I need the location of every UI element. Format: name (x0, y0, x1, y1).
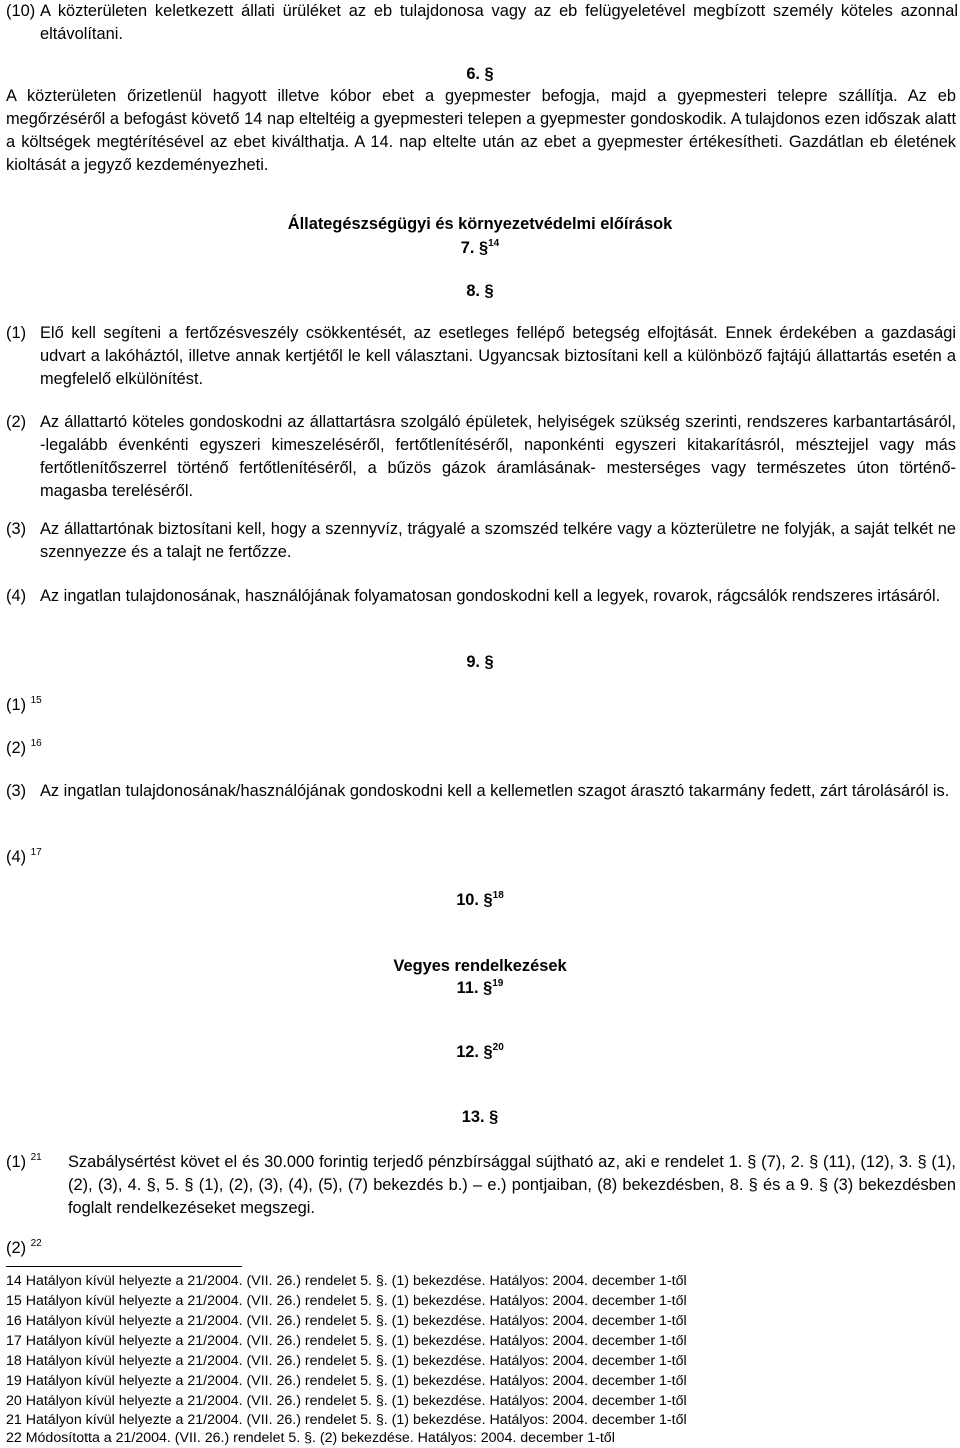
paragraph-number: (2) $^{22}$ (6, 1238, 42, 1257)
section-11-heading (0, 977, 960, 1000)
section-6-heading (0, 63, 960, 86)
section-sign: § (489, 1108, 499, 1126)
section-sign: § (484, 65, 494, 83)
section-number: 11. (456, 979, 479, 997)
footnote-15: 15 Hatályon kívül helyezte a 21/2004. (VII. 26.) rendelet 5. §. (1) bekezdése. Hatályos: 2004. december 1-től (6, 1293, 687, 1309)
section-number: 12. (456, 1043, 479, 1061)
paragraph-text: Az ingatlan tulajdonosának/használójának gondoskodni kell a kellemetlen szagot árasztó takarmány fedett, zárt tárolásáról is. (40, 782, 950, 800)
footnote-22: 22 Módosította a 21/2004. (VII. 26.) rendelet 5. §. (2) bekezdése. Hatályos: 2004. december 1-től (6, 1430, 615, 1446)
footnote-ref[interactable]: 21 (30, 1152, 42, 1163)
footnote-21: 21 Hatályon kívül helyezte a 21/2004. (VII. 26.) rendelet 5. §. (1) bekezdése. Hatályos: 2004. december 1-től (6, 1412, 687, 1428)
footnote-18: 18 Hatályon kívül helyezte a 21/2004. (VII. 26.) rendelet 5. §. (1) bekezdése. Hatályos: 2004. december 1-től (6, 1353, 687, 1369)
paragraph-number: (1) $^{21}$ (6, 1152, 42, 1171)
section-sign: § (483, 979, 493, 997)
footnote-separator (6, 1266, 242, 1267)
footnote-16: 16 Hatályon kívül helyezte a 21/2004. (VII. 26.) rendelet 5. §. (1) bekezdése. Hatályos: 2004. december 1-től (6, 1313, 687, 1329)
heading-miscellaneous: Vegyes rendelkezések (393, 957, 567, 975)
section-sign: § (484, 653, 494, 671)
section-8-heading (0, 280, 960, 303)
section-sign: § (484, 282, 494, 300)
section-number: 10. (456, 891, 479, 909)
footnote-20: 20 Hatályon kívül helyezte a 21/2004. (VII. 26.) rendelet 5. §. (1) bekezdése. Hatályos: 2004. december 1-től (6, 1393, 687, 1409)
footnote-ref[interactable]: 16 (30, 738, 42, 749)
footnote-ref[interactable]: 20 (492, 1042, 504, 1053)
footnote-ref[interactable]: 22 (30, 1238, 42, 1249)
section-number: 7. (460, 239, 475, 257)
paragraph-text: Az állattartónak biztosítani kell, hogy a szennyvíz, trágyalé a szomszéd telkére vagy a közterületre ne folyják, a saját telkét ne szennyezze és a talajt ne fertőzze. (40, 520, 956, 561)
paragraph-text: Az állattartó köteles gondoskodni az állattartásra szolgáló épületek, helyiségek szükség szerinti, rendszeres karbantartásáról, -legalább évenkénti egyszeri kimeszeléséről, fertőtlenítéséről, naponkénti egyszeri kitakarításról, mésztejjel vagy más fertőtlenítőszerrel történő fertőtlenítéséről, a bűzös gázok áramlásának- mesterséges vagy természetes úton történő- magasba tereléséről. (40, 413, 956, 500)
paragraph-text: A közterületen keletkezett állati ürüléket az eb tulajdonosa vagy az eb felügyeletével megbízott személy köteles azonnal eltávolítani. (40, 2, 958, 43)
section-number: 6. (466, 65, 480, 83)
paragraph-number: (10) (6, 2, 36, 20)
paragraph-number: (3) (6, 520, 27, 538)
footnote-19: 19 Hatályon kívül helyezte a 21/2004. (VII. 26.) rendelet 5. §. (1) bekezdése. Hatályos: 2004. december 1-től (6, 1373, 687, 1389)
section-10-heading (0, 889, 960, 912)
section-sign: § (478, 239, 489, 257)
section-number: 13. (461, 1108, 485, 1126)
section-13-heading (0, 1106, 960, 1129)
paragraph-text: Elő kell segíteni a fertőzésveszély csökkentését, az esetleges fellépő betegség elfojtását. Ennek érdekében a gazdasági udvart a lakóháztól, illetve annak kertjétől le kell választani. Ugyancsak biztosítani kell a különböző fajtájú állattartás esetén a megfelelő elkülönítést. (40, 324, 956, 388)
section-7-heading (0, 237, 960, 260)
paragraph-number: (1) $^{15}$ (6, 695, 42, 714)
heading-animal-health: Állategészségügyi és környezetvédelmi előírások (287, 215, 673, 233)
paragraph-number: (3) (6, 782, 27, 800)
footnote-ref[interactable]: 14 (488, 238, 500, 249)
paragraph-text-first: Szabálysértést követ el és 30.000 forintig terjedő pénzbírsággal sújtható az, aki e rendelet 1. § (7), 2. § (11), (12), 3. § (1), (2), (3), 4. §, 5. § (1), (2), (3), (4), (5), (7) bekezdés b.) – e.) pontjaiban, (8) bekezdésben, 8. § és a 9. § (3) bekezdésben foglalt rendelkezéseket megszegi. (68, 1153, 956, 1217)
footnote-ref[interactable]: 15 (30, 695, 42, 706)
paragraph-number: (1) (6, 324, 27, 342)
section-6-text: A közterületen őrizetlenül hagyott illetve kóbor ebet a gyepmester befogja, majd a gyepmesteri telepre szállítja. Az eb megőrzéséről a befogást követő 14 nap elteltéig a gyepmesteri telepen a gyepmester gondoskodik. A tulajdonos ezen időszak alatt a költségek megtérítésével az ebet kiválthatja. A 14. nap eltelte után az ebet a gyepmester értékesítheti. Gazdátlan eb életének kioltását a jegyző kezdeményezheti. (6, 87, 956, 174)
footnote-14: 14 Hatályon kívül helyezte a 21/2004. (VII. 26.) rendelet 5. §. (1) bekezdése. Hatályos: 2004. december 1-től (6, 1273, 687, 1289)
footnote-17: 17 Hatályon kívül helyezte a 21/2004. (VII. 26.) rendelet 5. §. (1) bekezdése. Hatályos: 2004. december 1-től (6, 1333, 687, 1349)
paragraph-number: (4) $^{17}$ (6, 847, 42, 866)
paragraph-text: Az ingatlan tulajdonosának, használójának folyamatosan gondoskodni kell a legyek, rovarok, rágcsálók rendszeres irtásáról. (40, 587, 941, 605)
section-sign: § (483, 891, 493, 909)
section-9-heading (0, 651, 960, 674)
section-sign: § (483, 1043, 493, 1061)
section-12-heading (0, 1041, 960, 1064)
section-number: 9. (466, 653, 480, 671)
paragraph-number: (4) (6, 587, 27, 605)
paragraph-number: (2) (6, 413, 27, 431)
footnote-ref[interactable]: 17 (30, 847, 42, 858)
footnote-ref[interactable]: 19 (492, 978, 504, 989)
footnote-ref[interactable]: 18 (492, 890, 504, 901)
section-number: 8. (466, 282, 480, 300)
paragraph-number: (2) $^{16}$ (6, 738, 42, 757)
